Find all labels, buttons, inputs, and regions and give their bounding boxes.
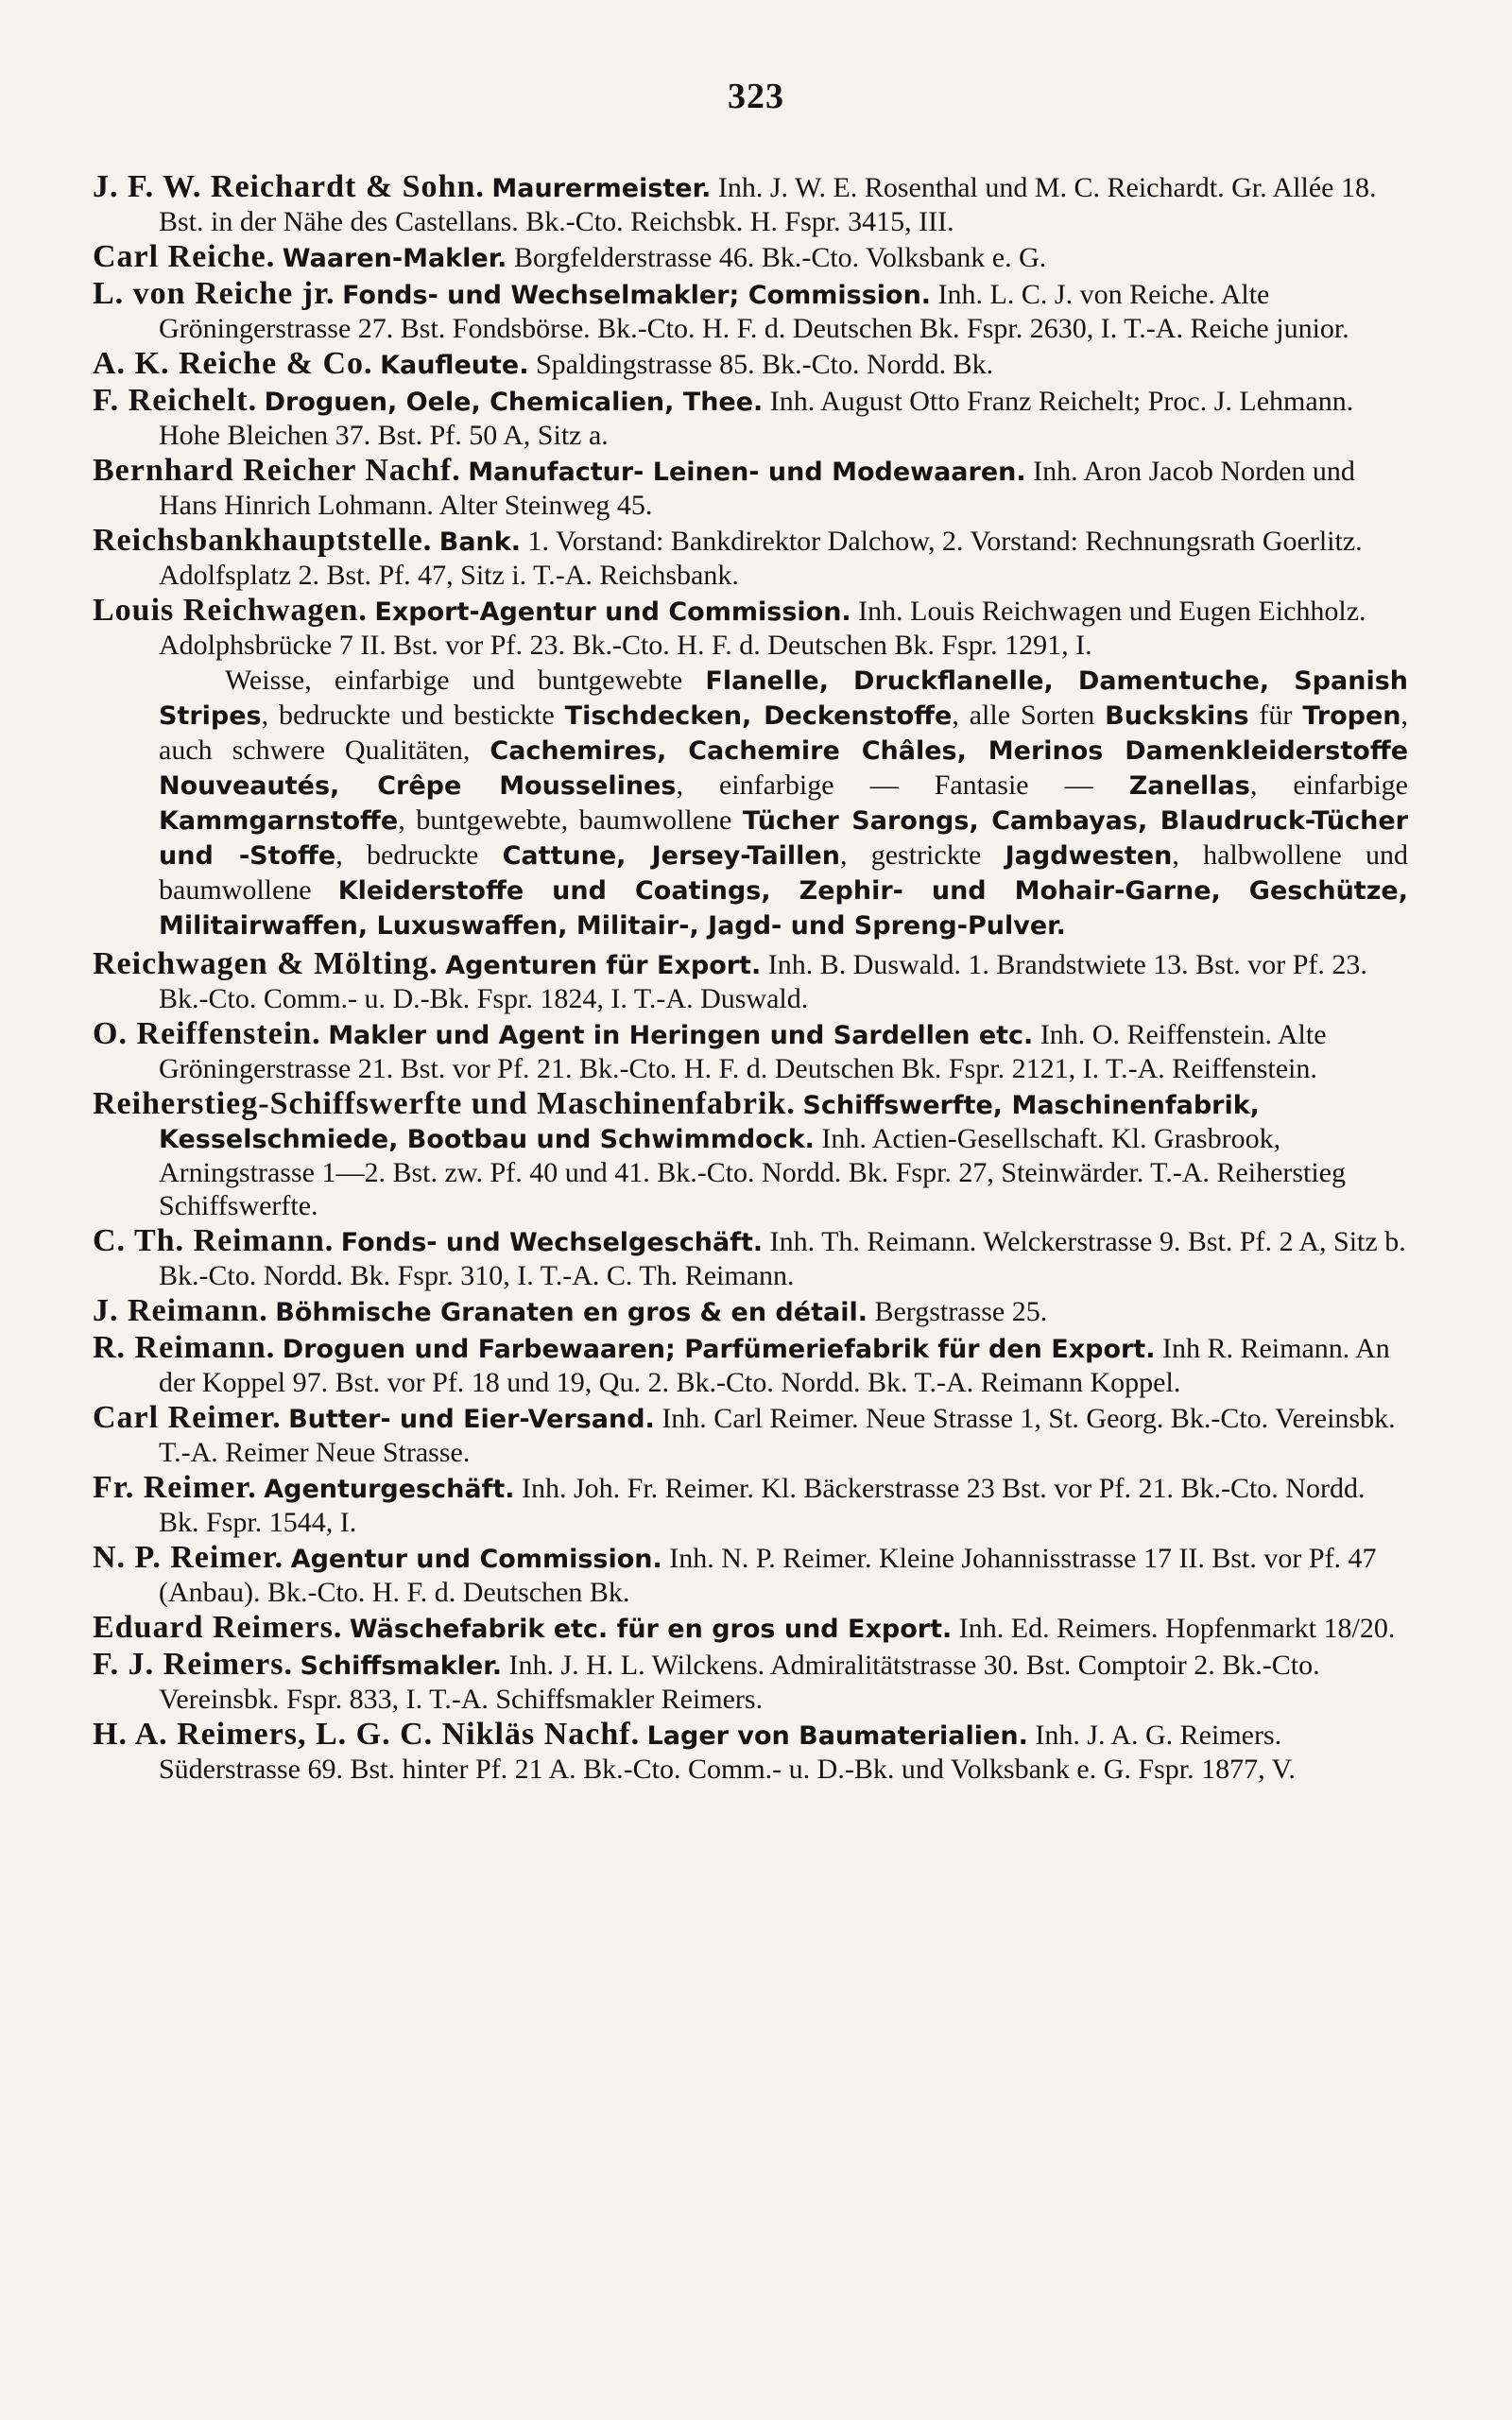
entry-details: Borgfelderstrasse 46. Bk.-Cto. Volksbank e. G. — [513, 242, 1047, 273]
ad-product: Tischdecken, Deckenstoffe — [564, 701, 953, 731]
entry-business: Droguen, Oele, Chemicalien, Thee. — [264, 388, 764, 417]
entry-name: F. Reichelt. — [93, 383, 258, 418]
ad-product: Flanelle, Druckflanelle, Damentuche, Spanish Stripes — [159, 666, 1408, 731]
entry-business: Makler und Agent in Heringen und Sardellen etc. — [328, 1021, 1034, 1050]
entry-name: Fr. Reimer. — [93, 1470, 257, 1505]
entry-details: Inh. J. A. G. Reimers. Süderstrasse 69. Bst. hinter Pf. 21 A. Bk.-Cto. Comm.- u. D.-Bk. und Volksbank e. G. Fspr. 1877, V. — [159, 1720, 1296, 1785]
entry-details: Inh. J. H. L. Wilckens. Admiralitätstrasse 30. Bst. Comptoir 2. Bk.-Cto. Vereinsbk. Fspr. 833, I. T.-A. Schiffsmakler Reimers. — [159, 1650, 1320, 1715]
entry-name: A. K. Reiche & Co. — [93, 346, 373, 381]
directory-entry — [93, 347, 1408, 382]
directory-entry — [93, 240, 1408, 275]
entry-name: Reiherstieg-Schiffswerfte und Maschinenfabrik. — [93, 1086, 796, 1121]
entry-details: Inh. L. C. J. von Reiche. Alte Gröningerstrasse 27. Bst. Fondsbörse. Bk.-Cto. H. F. d. Deutschen Bk. Fspr. 2630, I. T.-A. Reiche junior. — [159, 279, 1349, 344]
ad-product: Tropen — [1302, 701, 1401, 731]
entry-name: F. J. Reimers. — [93, 1647, 293, 1682]
entry-business: Wäschefabrik etc. für en gros und Export. — [349, 1615, 953, 1644]
entry-name: O. Reiffenstein. — [93, 1016, 321, 1051]
ad-text: , auch schwere Qualitäten, — [159, 700, 1408, 766]
entry-name: J. Reimann. — [93, 1293, 268, 1328]
entry-details: Inh. O. Reiffenstein. Alte Gröningerstrasse 21. Bst. vor Pf. 21. Bk.-Cto. H. F. d. Deutschen Bk. Fspr. 2121, I. T.-A. Reiffenstein. — [159, 1019, 1327, 1084]
entry-business: Export-Agentur und Commission. — [374, 597, 851, 627]
ad-product: Jagdwesten — [1005, 841, 1173, 871]
directory-entry — [93, 1331, 1408, 1399]
entry-business: Schiffswerfte, Maschinenfabrik, Kesselschmiede, Bootbau und Schwimmdock. — [159, 1091, 1260, 1154]
directory-entry — [93, 1611, 1408, 1646]
entry-details: Spaldingstrasse 85. Bk.-Cto. Nordd. Bk. — [535, 349, 994, 380]
ad-text: , buntgewebte, baumwollene — [398, 804, 743, 836]
ad-text: , gestrickte — [839, 839, 1005, 871]
ad-text: , bedruckte — [335, 839, 503, 871]
ad-product: Cachemires, Cachemire Châles, Merinos Damenkleiderstoffe Nouveautés, Crêpe Mousselines — [159, 736, 1409, 801]
entry-details: Inh. B. Duswald. 1. Brandstwiete 13. Bst. vor Pf. 23. Bk.-Cto. Comm.- u. D.-Bk. Fspr. 1824, I. T.-A. Duswald. — [159, 949, 1367, 1014]
entry-business: Bank. — [438, 527, 521, 557]
directory-entry — [93, 1087, 1408, 1222]
directory-entry — [93, 1294, 1408, 1329]
directory-entry — [93, 594, 1408, 662]
entry-name: Louis Reichwagen. — [93, 593, 368, 628]
entries-group-2 — [93, 947, 1408, 1786]
directory-entry — [93, 1541, 1408, 1609]
entry-business: Böhmische Granaten en gros & en détail. — [275, 1298, 868, 1327]
entries-group-1 — [93, 170, 1408, 662]
entries-list — [93, 170, 1408, 1788]
directory-entry — [93, 384, 1408, 452]
entry-name: J. F. W. Reichardt & Sohn. — [93, 169, 485, 204]
entry-business: Lager von Baumaterialien. — [646, 1721, 1028, 1751]
entry-details: Inh. Carl Reimer. Neue Strasse 1, St. Georg. Bk.-Cto. Vereinsbk. T.-A. Reimer Neue Strasse. — [159, 1403, 1396, 1468]
entry-name: Reichsbankhauptstelle. — [93, 523, 433, 558]
entry-business: Maurermeister. — [491, 174, 712, 203]
entry-details: Inh. Aron Jacob Norden und Hans Hinrich Lohmann. Alter Steinweg 45. — [159, 456, 1355, 521]
directory-entry — [93, 170, 1408, 238]
ad-product: Cattune, Jersey-Taillen — [502, 841, 840, 871]
ad-product: Zanellas — [1128, 771, 1250, 801]
entry-details: Inh. Ed. Reimers. Hopfenmarkt 18/20. — [958, 1613, 1396, 1644]
directory-entry — [93, 277, 1408, 345]
directory-entry — [93, 1401, 1408, 1469]
directory-entry — [93, 524, 1408, 592]
entry-business: Schiffsmakler. — [300, 1651, 502, 1681]
page-number: 323 — [728, 77, 784, 116]
directory-entry — [93, 1718, 1408, 1786]
entry-name: L. von Reiche jr. — [93, 276, 335, 311]
entry-business: Waaren-Makler. — [282, 244, 507, 273]
directory-entry — [93, 1017, 1408, 1085]
entry-name: Reichwagen & Mölting. — [93, 946, 438, 981]
entry-name: Bernhard Reicher Nachf. — [93, 453, 461, 488]
entry-business: Agenturgeschäft. — [264, 1475, 515, 1504]
entry-business: Fonds- und Wechselgeschäft. — [340, 1228, 764, 1257]
ad-text: , halbwollene und baumwollene — [159, 839, 1408, 906]
entry-details: Inh. Joh. Fr. Reimer. Kl. Bäckerstrasse 23 Bst. vor Pf. 21. Bk.-Cto. Nordd. Bk. Fspr. 1544, I. — [159, 1473, 1366, 1538]
entry-name: N. P. Reimer. — [93, 1540, 284, 1575]
entry-name: Carl Reimer. — [93, 1400, 282, 1435]
directory-entry — [93, 947, 1408, 1015]
entry-business: Manufactur- Leinen- und Modewaaren. — [468, 458, 1026, 487]
entry-business: Fonds- und Wechselmakler; Commission. — [342, 281, 932, 310]
entry-business: Agenturen für Export. — [445, 951, 762, 980]
advertisement-text — [93, 664, 1408, 943]
entry-details: Bergstrasse 25. — [874, 1296, 1048, 1327]
ad-product: Kleiderstoffe und Coatings, Zephir- und Mohair-Garne, Geschütze, Militairwaffen, Luxuswaffen, Militair-, Jagd- und Spreng-Pulver. — [159, 876, 1408, 941]
directory-entry — [93, 1224, 1408, 1292]
entry-business: Droguen und Farbewaaren; Parfümeriefabrik für den Export. — [282, 1335, 1156, 1364]
entry-name: Eduard Reimers. — [93, 1610, 343, 1645]
entry-business: Agentur und Commission. — [290, 1545, 662, 1574]
entry-details: Inh. Actien-Gesellschaft. Kl. Grasbrook, Arningstrasse 1—2. Bst. zw. Pf. 40 und 41. Bk.-Cto. Nordd. Bk. Fspr. 27, Steinwärder. T.-A. Reiherstieg Schiffswerfte. — [159, 1123, 1347, 1221]
entry-name: R. Reimann. — [93, 1330, 276, 1365]
directory-entry — [93, 1648, 1408, 1716]
ad-text: , bedruckte und bestickte — [261, 700, 565, 731]
directory-entry — [93, 1471, 1408, 1539]
entry-details: Inh. J. W. E. Rosenthal und M. C. Reichardt. Gr. Allée 18. Bst. in der Nähe des Castellans. Bk.-Cto. Reichsbk. H. Fspr. 3415, III. — [159, 172, 1377, 237]
directory-entry — [93, 454, 1408, 522]
entry-details: Inh. N. P. Reimer. Kleine Johannisstrasse 17 II. Bst. vor Pf. 47 (Anbau). Bk.-Cto. H. F. d. Deutschen Bk. — [159, 1543, 1377, 1608]
ad-product: Buckskins — [1105, 701, 1249, 731]
ad-text: für — [1248, 700, 1303, 731]
entry-details: Inh. Louis Reichwagen und Eugen Eichholz. Adolphsbrücke 7 II. Bst. vor Pf. 23. Bk.-Cto. H. F. d. Deutschen Bk. Fspr. 1291, I. — [159, 596, 1366, 661]
ad-product: Tücher Sarongs, Cambayas, Blaudruck-Tücher und -Stoffe — [159, 806, 1408, 871]
ad-text: , einfarbige — Fantasie — — [676, 769, 1129, 801]
entry-name: H. A. Reimers, L. G. C. Nikläs Nachf. — [93, 1717, 641, 1752]
ad-text: , alle Sorten — [952, 700, 1106, 731]
entry-details: Inh. Th. Reimann. Welckerstrasse 9. Bst. Pf. 2 A, Sitz b. Bk.-Cto. Nordd. Bk. Fspr. 310, I. T.-A. C. Th. Reimann. — [159, 1226, 1406, 1291]
entry-details: 1. Vorstand: Bankdirektor Dalchow, 2. Vorstand: Rechnungsrath Goerlitz. Adolfsplatz 2. Bst. Pf. 47, Sitz i. T.-A. Reichsbank. — [159, 526, 1363, 591]
ad-text: Weisse, einfarbige und buntgewebte — [225, 665, 706, 696]
ad-text: , einfarbige — [1249, 769, 1408, 801]
entry-business: Butter- und Eier-Versand. — [288, 1405, 655, 1434]
entry-name: Carl Reiche. — [93, 239, 276, 274]
entry-name: C. Th. Reimann. — [93, 1223, 335, 1258]
entry-details: Inh R. Reimann. An der Koppel 97. Bst. vor Pf. 18 und 19, Qu. 2. Bk.-Cto. Nordd. Bk. T.-A. Reimann Koppel. — [159, 1333, 1390, 1398]
entry-details: Inh. August Otto Franz Reichelt; Proc. J. Lehmann. Hohe Bleichen 37. Bst. Pf. 50 A, Sitz a. — [159, 386, 1354, 451]
ad-product: Kammgarnstoffe — [159, 806, 399, 836]
entry-business: Kaufleute. — [380, 351, 529, 380]
